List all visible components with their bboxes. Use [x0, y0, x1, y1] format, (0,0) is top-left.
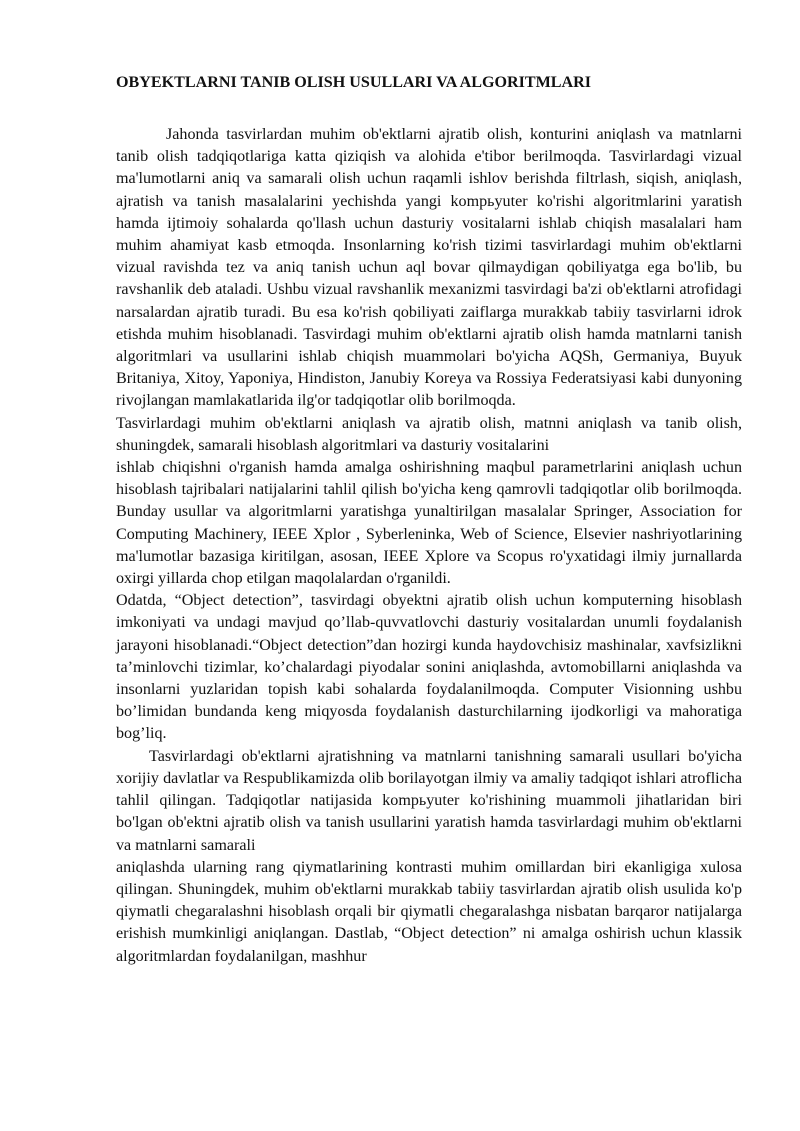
document-body: [116, 72, 742, 968]
paragraph-analysis: Tasvirlardagi ob'ektlarni ajratishning va matnlarni tanishning samarali usullari bo'yicha xorijiy davlatlar va Respublikamizda olib borilayotgan ilmiy va amaliy tadqiqot ishlari atroflicha tahlil qilingan. Tadqiqotlar natijasida kompьyuter ko'rishining muammoli jihatlaridan biri bo'lgan ob'ektni ajratib olish va tanish usullarini yaratish hamda tasvirlardagi muhim ob'ektlarni va matnlarni samarali: [116, 747, 742, 854]
paragraph-conclusion: aniqlashda ularning rang qiymatlarining kontrasti muhim omillardan biri ekanligiga xulosa qilingan. Shuningdek, muhim ob'ektlarni murakkab tabiiy tasvirlardan ajratib olish usulida ko'p qiymatli chegaralashni hisoblash orqali bir qiymatli chegaralashga nisbatan barqaror natijalarga erishish mumkinligi aniqlangan. Dastlab, “Object detection” ni amalga oshirish uchun klassik algoritmlardan foydalanilgan, mashhur: [116, 858, 742, 965]
paragraph-object-detection: Odatda, “Object detection”, tasvirdagi obyektni ajratib olish uchun komputerning hisoblash imkoniyati va undagi mavjud qo’llab-quvvatlovchi dasturiy vositalardan unumli foydalanish jarayoni hisoblanadi.“Object detection”dan hozirgi kunda haydovchisiz mashinalar, xavfsizlikni ta’minlovchi tizimlar, ko’chalardagi piyodalar sonini aniqlashda, avtomobillarni aniqlashda va insonlarni yuzlaridan topish kabi sohalarda foydalanilmoqda. Computer Visionning ushbu bo’limidan bundanda keng miqyosda foydalanish dasturchilarning ijodkorligi va mahoratiga bog’liq.: [116, 592, 742, 743]
document-title: OBYEKTLARNI TANIB OLISH USULLARI VA ALGORITMLARI: [116, 74, 592, 91]
paragraph-detection-tasks: Tasvirlardagi muhim ob'ektlarni aniqlash va ajratib olish, matnni aniqlash va tanib olish, shuningdek, samarali hisoblash algoritmlari va dasturiy vositalarini: [116, 414, 742, 454]
paragraph-research-sources: ishlab chiqishni o'rganish hamda amalga oshirishning maqbul parametrlarini aniqlash uchun hisoblash tajribalari natijalarini tahlil qilish bo'yicha keng qamrovli tadqiqotlar olib borilmoqda. Bunday usullar va algoritmlarni yaratishga yunaltirilgan masalalar Springer, Association for Computing Machinery, IEEE Xplor , Syberleninka, Web of Science, Elsevier nashriyotlarining ma'lumotlar bazasiga kiritilgan, asosan, IEEE Xplore va Scopus ro'yxatidagi ilmiy jurnallarda oxirgi yillarda chop etilgan maqolalardan o'rganildi.: [116, 459, 742, 588]
paragraph-intro: Jahonda tasvirlardan muhim ob'ektlarni ajratib olish, konturini aniqlash va matnlarni tanib olish tadqiqotlariga katta qiziqish va alohida e'tibor berilmoqda. Tasvirlardagi vizual ma'lumotlarni aniq va samarali olish uchun raqamli ishlov berishda filtrlash, siqish, aniqlash, ajratish va tanish masalalarini yechishda yangi kompьyuter ko'rishi algoritmlarini yaratish hamda ijtimoiy sohalarda qo'llash uchun dasturiy vositalarni ishlab chiqish masalalari ham muhim ahamiyat kasb etmoqda. Insonlarning ko'rish tizimi tasvirlardagi muhim ob'ektlarni vizual ravishda tez va aniq tanish uchun aql bovar qilmaydigan qobiliyatga ega bo'lib, bu ravshanlik deb ataladi. Ushbu vizual ravshanlik mexanizmi tasvirdagi ba'zi ob'ektlarni atrofidagi narsalardan ajratib turadi. Bu esa ko'rish qobiliyati zaiflarga murakkab tabiiy tasvirlarni idrok etishda muhim hisoblanadi. Tasvirdagi muhim ob'ektlarni ajratib olish hamda matnlarni tanish algoritmlari va usullarini ishlab chiqish muammolari bo'yicha AQSh, Germaniya, Buyuk Britaniya, Xitoy, Yaponiya, Hindiston, Janubiy Koreya va Rossiya Federatsiyasi kabi dunyoning rivojlangan mamlakatlarida ilg'or tadqiqotlar olib borilmoqda.: [116, 126, 742, 410]
